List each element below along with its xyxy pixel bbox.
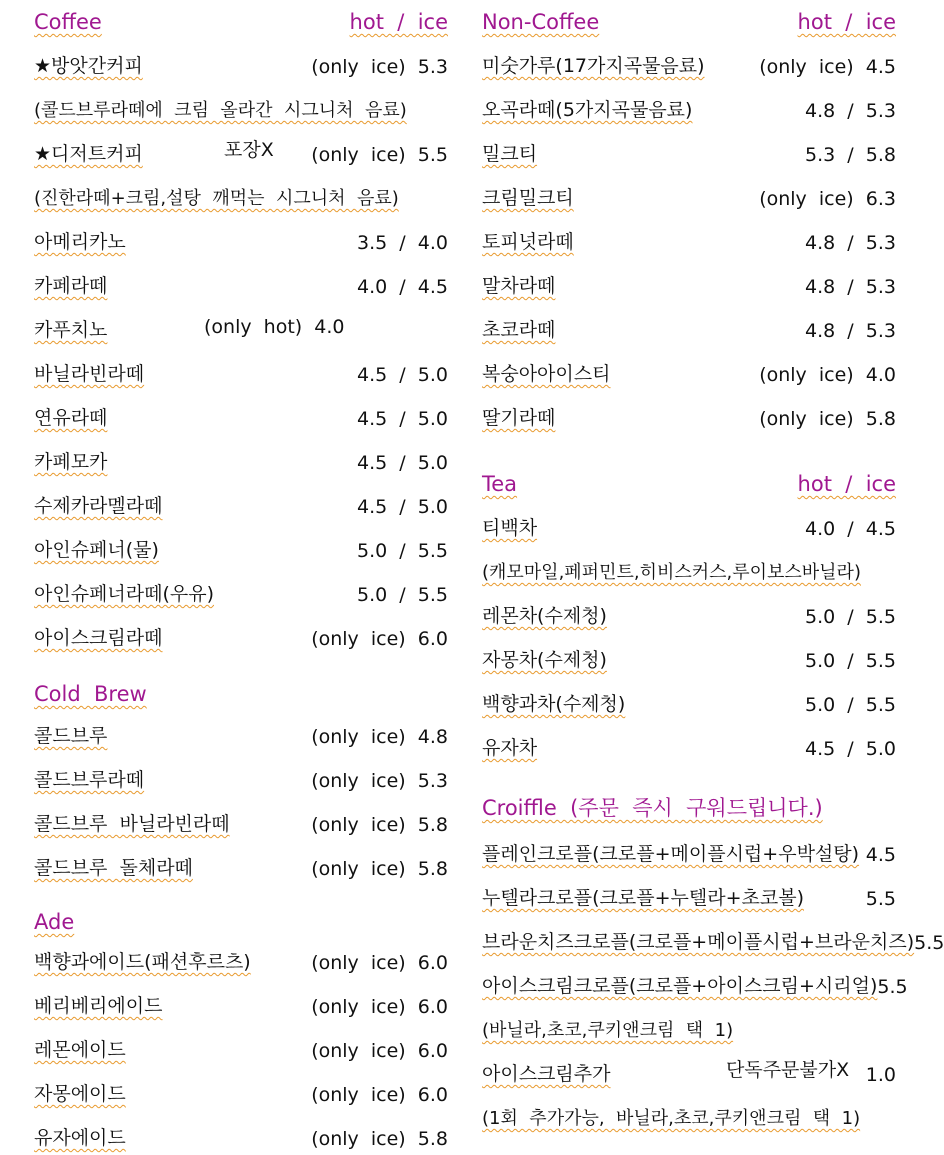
item-option: 포장X xyxy=(224,139,274,161)
item-name: (바닐라,초코,쿠키앤크림 택 1) xyxy=(482,1020,734,1041)
item-price: 4.5 / 5.0 xyxy=(357,408,448,430)
menu-item xyxy=(34,718,448,748)
item-price: (only ice) 6.0 xyxy=(311,952,448,974)
section-title: Ade xyxy=(34,910,75,934)
section-header-coldbrew-head xyxy=(34,676,448,706)
item-name: (콜드브루라떼에 크림 올라간 시그니처 음료) xyxy=(34,100,407,121)
item-price: hot / ice xyxy=(349,10,448,34)
item-price: 4.5 / 5.0 xyxy=(357,496,448,518)
item-price: 5.5 xyxy=(877,976,908,998)
item-name: 플레인크로플(크로플+메이플시럽+우박설탕) xyxy=(482,843,860,865)
section-header-tea-head xyxy=(482,466,896,496)
menu-item xyxy=(34,1076,448,1106)
item-price: 4.8 / 5.3 xyxy=(805,276,896,298)
item-price: 4.8 / 5.3 xyxy=(805,100,896,122)
item-name: ★방앗간커피 xyxy=(34,55,143,77)
item-price: 4.5 / 5.0 xyxy=(805,738,896,760)
item-price: 5.3 / 5.8 xyxy=(805,144,896,166)
item-name: 브라운치즈크로플(크로플+메이플시럽+브라운치즈) xyxy=(482,931,915,953)
menu-item xyxy=(34,1032,448,1062)
menu-note xyxy=(34,180,448,210)
item-name: ★디저트커피 xyxy=(34,143,143,165)
item-price: 5.0 / 5.5 xyxy=(805,694,896,716)
item-name: 바닐라빈라떼 xyxy=(34,363,145,385)
item-price: (only ice) 5.8 xyxy=(311,858,448,880)
item-price: (only ice) 6.0 xyxy=(311,628,448,650)
item-price: 1.0 xyxy=(865,1064,896,1086)
item-name: 콜드브루라떼 xyxy=(34,769,145,791)
item-price: hot / ice xyxy=(797,472,896,496)
section-header-ade-head xyxy=(34,904,448,934)
menu-item xyxy=(34,850,448,880)
item-price: (only ice) 4.0 xyxy=(759,364,896,386)
item-price: (only ice) 6.0 xyxy=(311,1040,448,1062)
item-name: 말차라떼 xyxy=(482,275,556,297)
menu-item xyxy=(34,224,448,254)
item-price: 5.0 / 5.5 xyxy=(357,540,448,562)
item-price: 5.0 / 5.5 xyxy=(805,650,896,672)
menu-note xyxy=(482,1100,896,1130)
item-price: (only ice) 5.8 xyxy=(759,408,896,430)
menu-item xyxy=(482,968,908,998)
menu-item xyxy=(34,806,448,836)
item-name: 아이스크림크로플(크로플+아이스크림+시리얼) xyxy=(482,975,878,997)
menu-item xyxy=(34,944,448,974)
item-name: 콜드브루 xyxy=(34,725,108,747)
menu-note xyxy=(482,1012,896,1042)
item-name: 자몽차(수제청) xyxy=(482,649,607,671)
menu-note xyxy=(482,554,896,584)
item-name: 콜드브루 돌체라떼 xyxy=(34,857,193,879)
item-name: 아인슈페너라떼(우유) xyxy=(34,583,215,605)
menu-item xyxy=(482,268,896,298)
menu-item xyxy=(34,136,448,166)
menu-item xyxy=(482,224,896,254)
section-header-croiffle-head xyxy=(482,792,896,822)
item-name: 카푸치노 xyxy=(34,319,108,341)
item-name: (1회 추가가능, 바닐라,초코,쿠키앤크림 택 1) xyxy=(482,1108,861,1129)
item-name: 카페라떼 xyxy=(34,275,108,297)
item-price: (only ice) 5.5 xyxy=(311,144,448,166)
menu-item xyxy=(34,268,448,298)
item-name: 베리베리에이드 xyxy=(34,995,163,1017)
item-name: 연유라떼 xyxy=(34,407,108,429)
item-name: 레몬차(수제청) xyxy=(482,605,607,627)
menu-item xyxy=(482,836,896,866)
menu-item xyxy=(34,988,448,1018)
item-price: (only ice) 5.3 xyxy=(311,56,448,78)
item-name: 백향과차(수제청) xyxy=(482,693,626,715)
section-title: Tea xyxy=(482,472,518,496)
section-title: Non-Coffee xyxy=(482,10,600,34)
item-name: 딸기라떼 xyxy=(482,407,556,429)
menu-note xyxy=(34,92,448,122)
item-name: (진한라떼+크림,설탕 깨먹는 시그니처 음료) xyxy=(34,188,399,209)
item-name: 백향과에이드(패션후르츠) xyxy=(34,951,251,973)
section-title: Cold Brew xyxy=(34,682,147,706)
item-name: 아인슈페너(물) xyxy=(34,539,159,561)
menu-item xyxy=(34,488,448,518)
item-name: 레몬에이드 xyxy=(34,1039,126,1061)
section-title: Croiffle (주문 즉시 구워드립니다.) xyxy=(482,796,823,820)
menu-item xyxy=(482,180,896,210)
menu-item xyxy=(482,924,944,954)
item-name: 밀크티 xyxy=(482,143,538,165)
item-name: 유자에이드 xyxy=(34,1127,126,1149)
item-price: (only ice) 6.0 xyxy=(311,1084,448,1106)
item-name: 콜드브루 바닐라빈라떼 xyxy=(34,813,230,835)
menu-item xyxy=(34,532,448,562)
item-price: (only ice) 5.3 xyxy=(311,770,448,792)
item-name: 초코라떼 xyxy=(482,319,556,341)
item-name: 오곡라떼(5가지곡물음료) xyxy=(482,99,693,121)
menu-item xyxy=(34,356,448,386)
item-price: 5.0 / 5.5 xyxy=(805,606,896,628)
item-price: (only ice) 5.8 xyxy=(311,814,448,836)
menu-item xyxy=(482,598,896,628)
section-header-noncoffee-head xyxy=(482,4,896,34)
item-price: (only ice) 4.8 xyxy=(311,726,448,748)
item-name: 아이스크림추가 xyxy=(482,1063,611,1085)
item-price: 5.0 / 5.5 xyxy=(357,584,448,606)
menu-item xyxy=(482,48,896,78)
item-name: 수제카라멜라떼 xyxy=(34,495,163,517)
menu-item xyxy=(482,642,896,672)
item-price: 4.8 / 5.3 xyxy=(805,232,896,254)
menu-item xyxy=(34,48,448,78)
item-price: (only ice) 5.8 xyxy=(311,1128,448,1150)
menu-item xyxy=(482,880,896,910)
item-name: 카페모카 xyxy=(34,451,108,473)
section-header-coffee-head xyxy=(34,4,448,34)
item-price: (only ice) 6.0 xyxy=(311,996,448,1018)
menu-item xyxy=(34,576,448,606)
menu-item xyxy=(482,686,896,716)
menu-item xyxy=(34,1120,448,1150)
menu-item xyxy=(482,400,896,430)
menu-item xyxy=(482,92,896,122)
item-price: 5.5 xyxy=(914,932,944,954)
menu-item xyxy=(482,136,896,166)
menu-item xyxy=(482,730,896,760)
menu-item xyxy=(482,1056,896,1086)
section-title: Coffee xyxy=(34,10,102,34)
item-option: (only hot) 4.0 xyxy=(204,316,345,338)
menu-item xyxy=(482,356,896,386)
item-name: 자몽에이드 xyxy=(34,1083,126,1105)
menu-item xyxy=(34,620,448,650)
menu-item xyxy=(482,510,896,540)
item-price: (only ice) 4.5 xyxy=(759,56,896,78)
item-name: 아이스크림라떼 xyxy=(34,627,163,649)
item-name: 아메리카노 xyxy=(34,231,126,253)
menu-item xyxy=(482,312,896,342)
item-name: 복숭아아이스티 xyxy=(482,363,611,385)
menu-item xyxy=(34,444,448,474)
item-price: 3.5 / 4.0 xyxy=(357,232,448,254)
item-name: 누텔라크로플(크로플+누텔라+초코볼) xyxy=(482,887,804,909)
item-price: 4.5 / 5.0 xyxy=(357,364,448,386)
item-name: 토피넛라떼 xyxy=(482,231,574,253)
item-name: (캐모마일,페퍼민트,히비스커스,루이보스바닐라) xyxy=(482,562,861,583)
item-price: hot / ice xyxy=(797,10,896,34)
menu-item xyxy=(34,312,448,342)
item-price: 4.0 / 4.5 xyxy=(357,276,448,298)
item-name: 크림밀크티 xyxy=(482,187,574,209)
menu-item xyxy=(34,762,448,792)
menu-item xyxy=(34,400,448,430)
item-price: 4.8 / 5.3 xyxy=(805,320,896,342)
item-name: 티백차 xyxy=(482,517,538,539)
item-name: 미숫가루(17가지곡물음료) xyxy=(482,55,705,77)
item-price: (only ice) 6.3 xyxy=(759,188,896,210)
item-name: 유자차 xyxy=(482,737,538,759)
item-price: 4.5 / 5.0 xyxy=(357,452,448,474)
item-price: 4.0 / 4.5 xyxy=(805,518,896,540)
item-price: 5.5 xyxy=(865,888,896,910)
item-price: 4.5 xyxy=(865,844,896,866)
item-option: 단독주문불가X xyxy=(726,1059,850,1081)
